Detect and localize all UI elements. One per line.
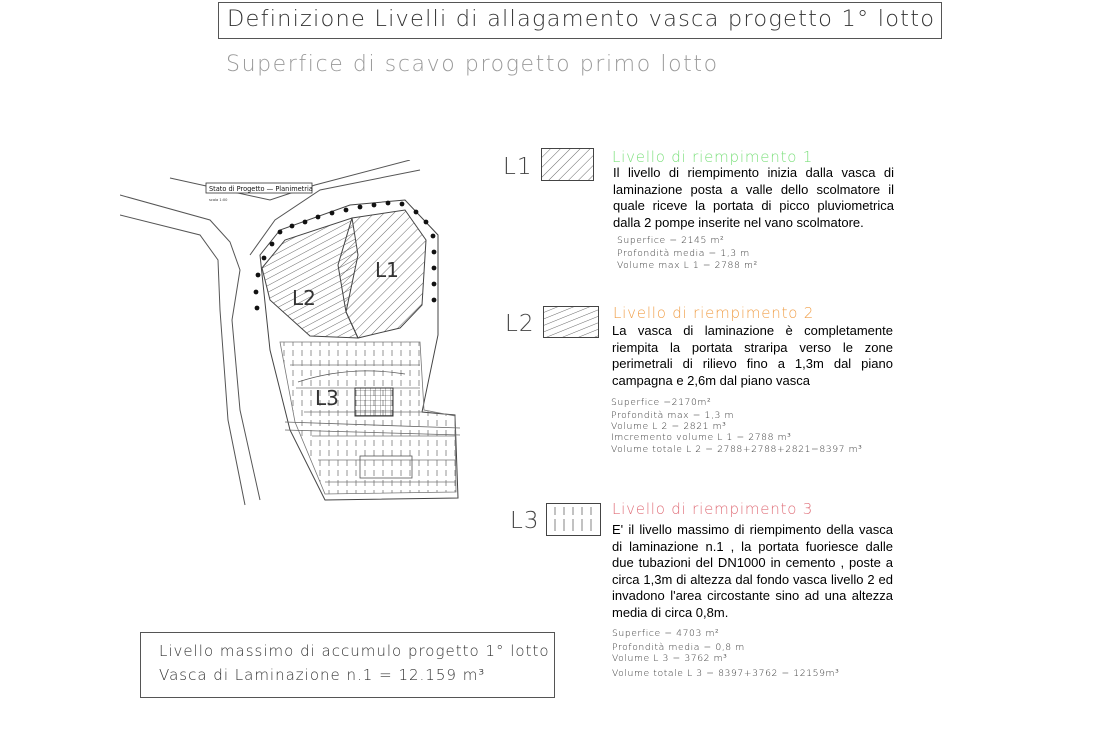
level-l3-stat-1: Superfice = 4703 m² xyxy=(612,628,720,639)
summary-line-1: Livello massimo di accumulo progetto 1° lotto xyxy=(159,642,550,660)
level-l1-stat-2: Profondità media = 1,3 m xyxy=(617,248,750,259)
level-l1-description: Il livello di riempimento inizia dalla vasca di laminazione posta a valle dello scolmatore il quale riceve la portata di picco pluviometrica dalla 2 pompe inserite nel vano scolmatore. xyxy=(613,165,894,230)
level-l3-stat-4: Volume totale L 3 = 8397+3762 = 12159m³ xyxy=(612,668,840,679)
building-block xyxy=(355,388,393,416)
level-l1-title: Livello di riempimento 1 xyxy=(612,148,814,166)
site-plan xyxy=(120,160,470,520)
page-subtitle: Superfice di scavo progetto primo lotto xyxy=(226,52,719,77)
level-l2-stat-3: Volume L 2 = 2821 m³ xyxy=(611,421,727,432)
plan-zone-l3-label: L3 xyxy=(315,386,339,410)
level-l2-description: La vasca di laminazione è completamente riempita la portata straripa verso le zone perimetrali di rilievo fino a 1,3m dal piano campagna e 2,6m dal piano vasca xyxy=(612,323,893,388)
level-l2-stat-5: Volume totale L 2 = 2788+2788+2821=8397 m³ xyxy=(611,444,863,455)
title-frame xyxy=(218,2,942,39)
level-l2-stat-1: Superfice =2170m² xyxy=(611,397,712,408)
level-l2-title: Livello di riempimento 2 xyxy=(613,304,815,322)
plan-label-title: Stato di Progetto — Planimetria xyxy=(209,185,313,193)
plan-label-scale: scala 1:00 xyxy=(209,198,228,202)
level-l3-description: E' il livello massimo di riempimento della vasca di laminazione n.1 , la portata fuoriesce dalle due tubazioni del DN1000 in cemento , poste a circa 1,3m di altezza dal fondo vasca livello 2 ed invadono l'area circostante sino ad una altezza media di circa 0,8m. xyxy=(612,522,893,620)
level-l3-code: L3 xyxy=(510,508,540,534)
level-l1-stat-1: Superfice = 2145 m² xyxy=(617,235,725,246)
level-l3-title: Livello di riempimento 3 xyxy=(612,500,814,518)
summary-box xyxy=(140,632,555,698)
level-l2-code: L2 xyxy=(505,311,535,337)
level-l2-stat-2: Profondità max = 1,3 m xyxy=(611,410,735,421)
plan-zone-l2-label: L2 xyxy=(292,286,316,310)
level-l3-stat-2: Profondità media = 0,8 m xyxy=(612,642,745,653)
page-title: Definizione Livelli di allagamento vasca progetto 1° lotto xyxy=(227,6,936,32)
level-l2-swatch xyxy=(543,306,599,338)
level-l3-swatch xyxy=(546,503,601,536)
level-l1-swatch xyxy=(541,148,594,181)
summary-line-2: Vasca di Laminazione n.1 = 12.159 m³ xyxy=(159,666,486,684)
plan-zone-l1-label: L1 xyxy=(375,258,399,282)
level-l2-stat-4: Imcremento volume L 1 = 2788 m³ xyxy=(611,432,792,443)
level-l1-stat-3: Volume max L 1 = 2788 m² xyxy=(617,260,758,271)
level-l1-code: L1 xyxy=(503,154,533,180)
level-l3-stat-3: Volume L 3 = 3762 m³ xyxy=(612,653,728,664)
